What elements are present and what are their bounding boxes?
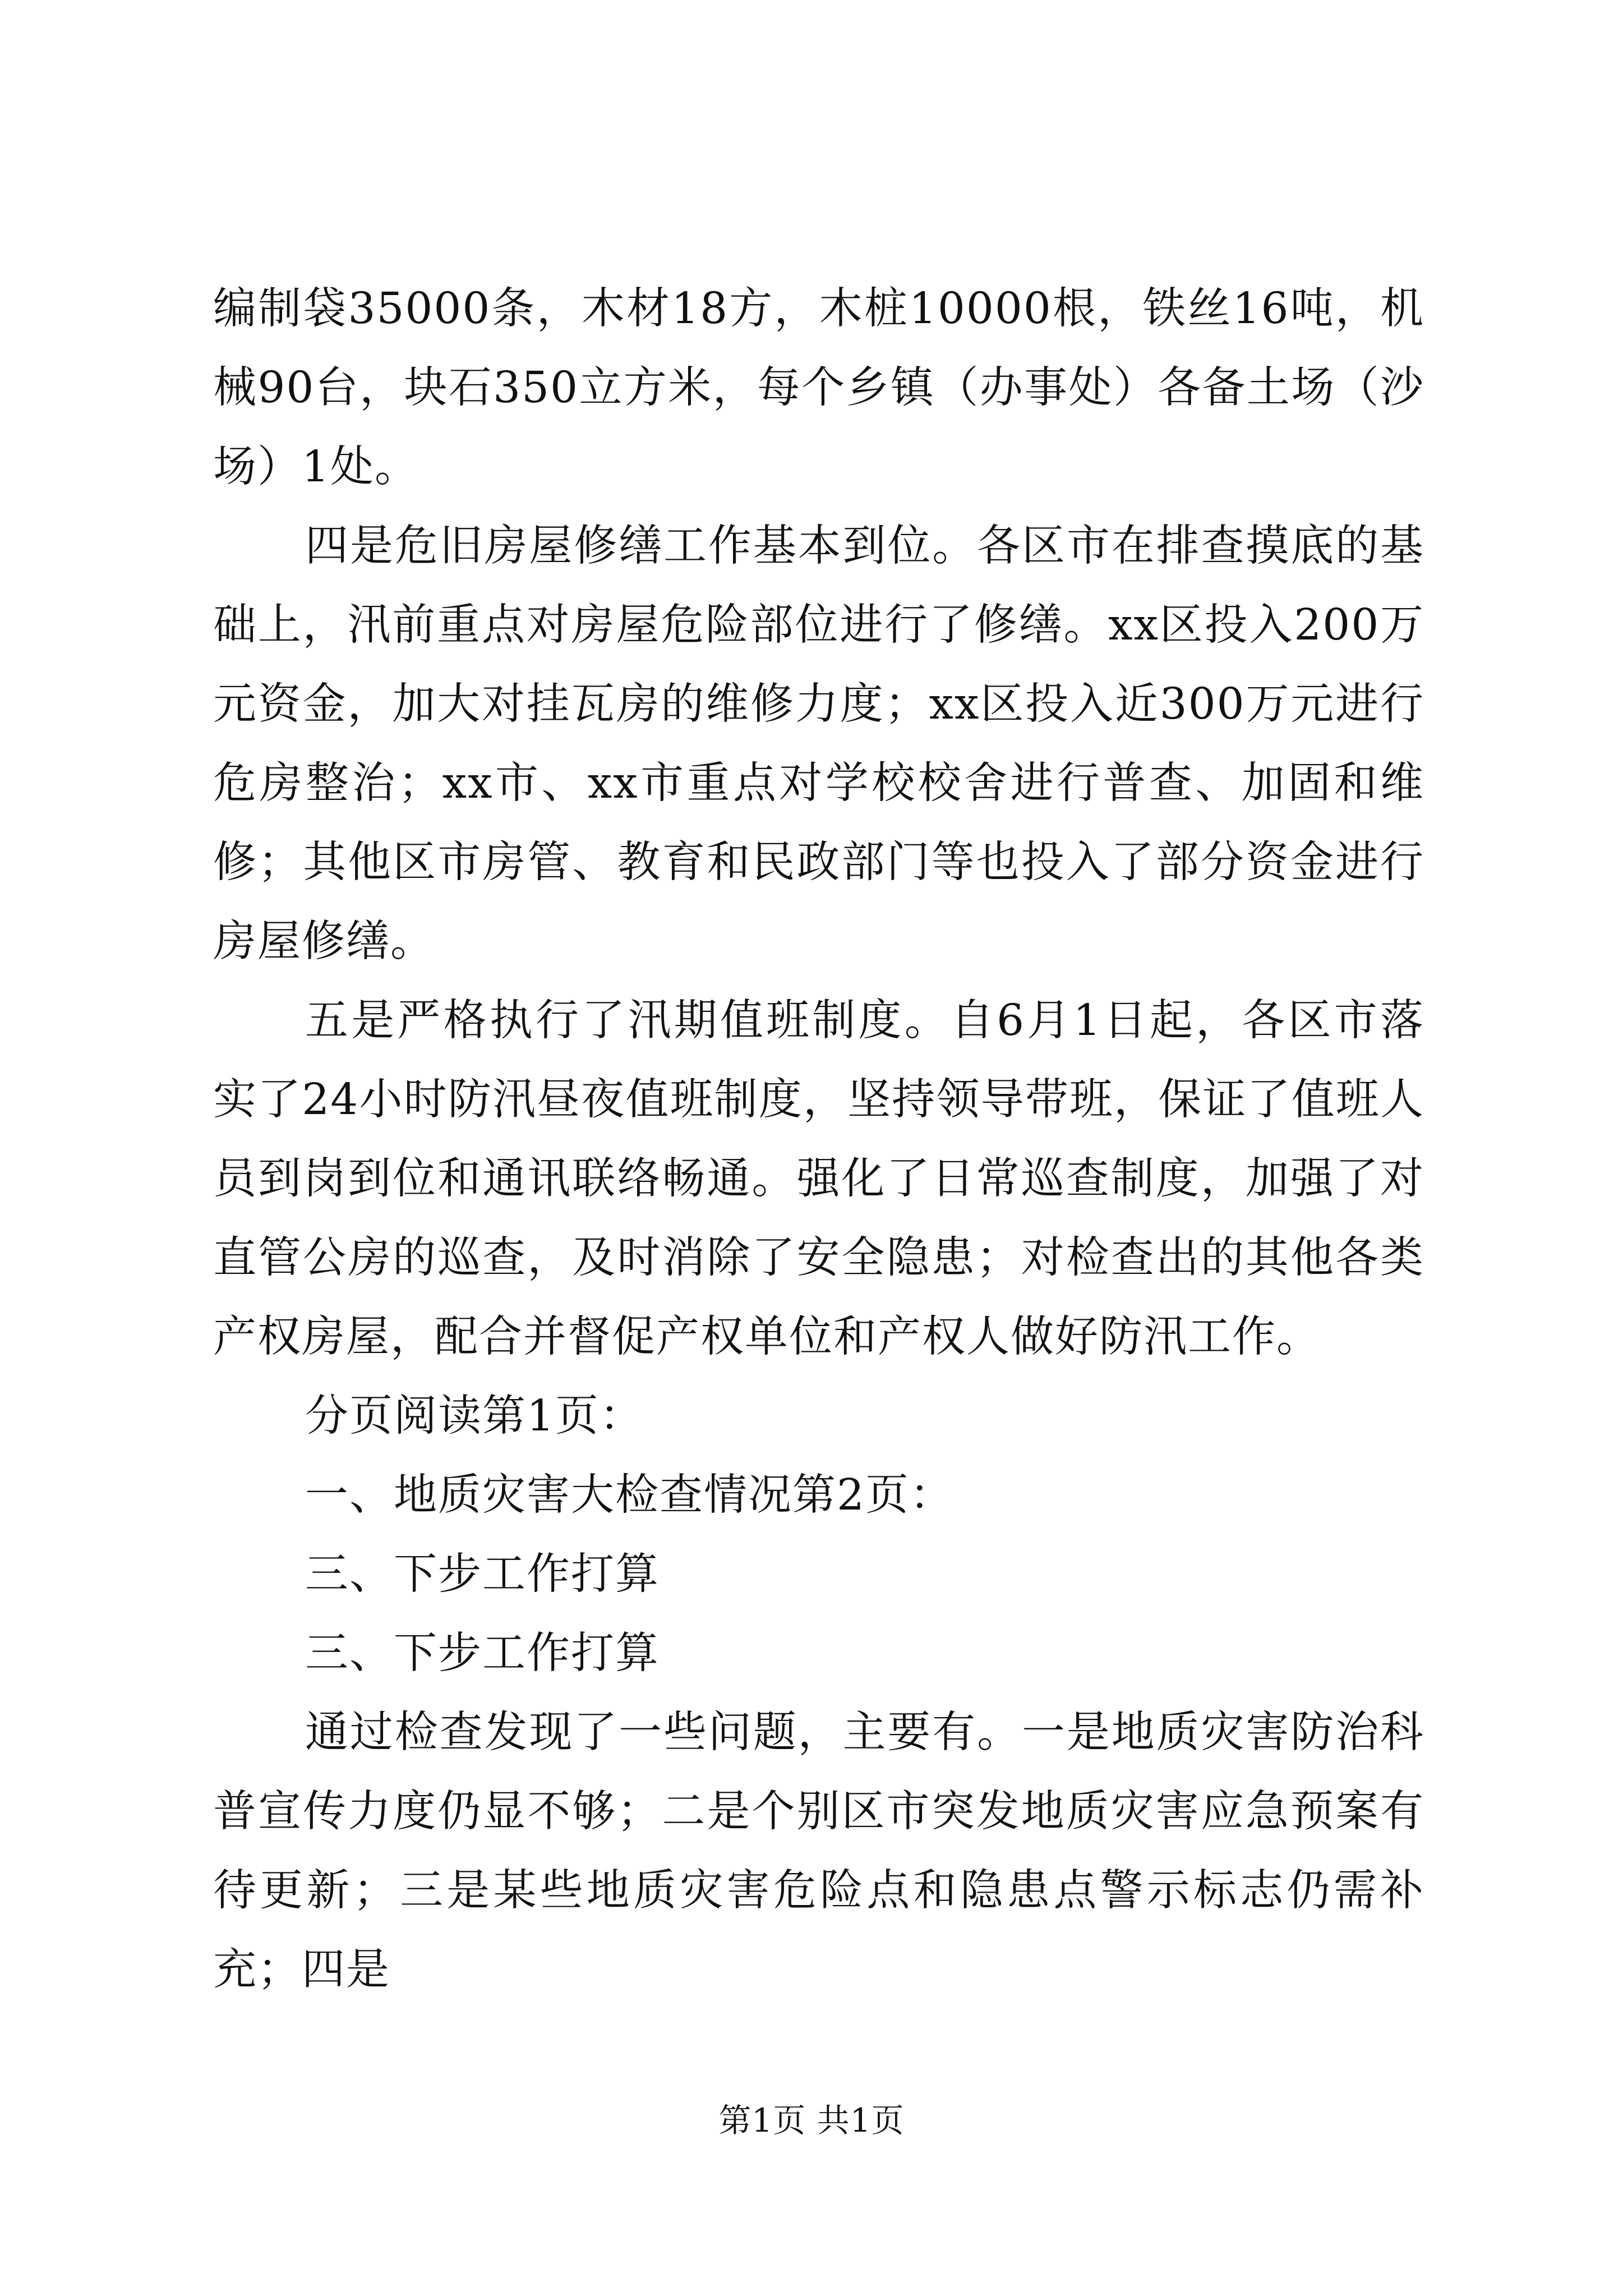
document-body [213, 269, 1424, 2009]
paragraph-problems-found: 通过检查发现了一些问题，主要有。一是地质灾害防治科普宣传力度仍显不够；二是个别区市突发地质灾害应急预案有待更新；三是某些地质灾害危险点和隐患点警示标志仍需补充；四是 [213, 1708, 1424, 1995]
section-heading-next-steps: 三、下步工作打算 [305, 1549, 660, 1599]
page-footer: 第1页 共1页 [718, 2101, 905, 2139]
pagination-page-1: 分页阅读第1页： [305, 1391, 644, 1441]
paragraph-materials: 编制袋35000条，木材18方，木桩10000根，铁丝16吨，机械90台，块石350立方米，每个乡镇（办事处）各备土场（沙场）1处。 [213, 284, 1424, 492]
pagination-page-2: 一、地质灾害大检查情况第2页： [305, 1470, 954, 1520]
paragraph-house-repair: 四是危旧房屋修缮工作基本到位。各区市在排查摸底的基础上，汛前重点对房屋危险部位进行了修缮。xx区投入200万元资金，加大对挂瓦房的维修力度；xx区投入近300万元进行危房整治；xx市、xx市重点对学校校舍进行普查、加固和维修；其他区市房管、教育和民政部门等也投入了部分资金进行房屋修缮。 [213, 521, 1424, 967]
paragraph-duty-system: 五是严格执行了汛期值班制度。自6月1日起，各区市落实了24小时防汛昼夜值班制度，坚持领导带班，保证了值班人员到岗到位和通讯联络畅通。强化了日常巡查制度，加强了对直管公房的巡查，及时消除了安全隐患；对检查出的其他各类产权房屋，配合并督促产权单位和产权人做好防汛工作。 [213, 996, 1424, 1362]
section-heading-next-steps-repeat: 三、下步工作打算 [305, 1628, 660, 1678]
